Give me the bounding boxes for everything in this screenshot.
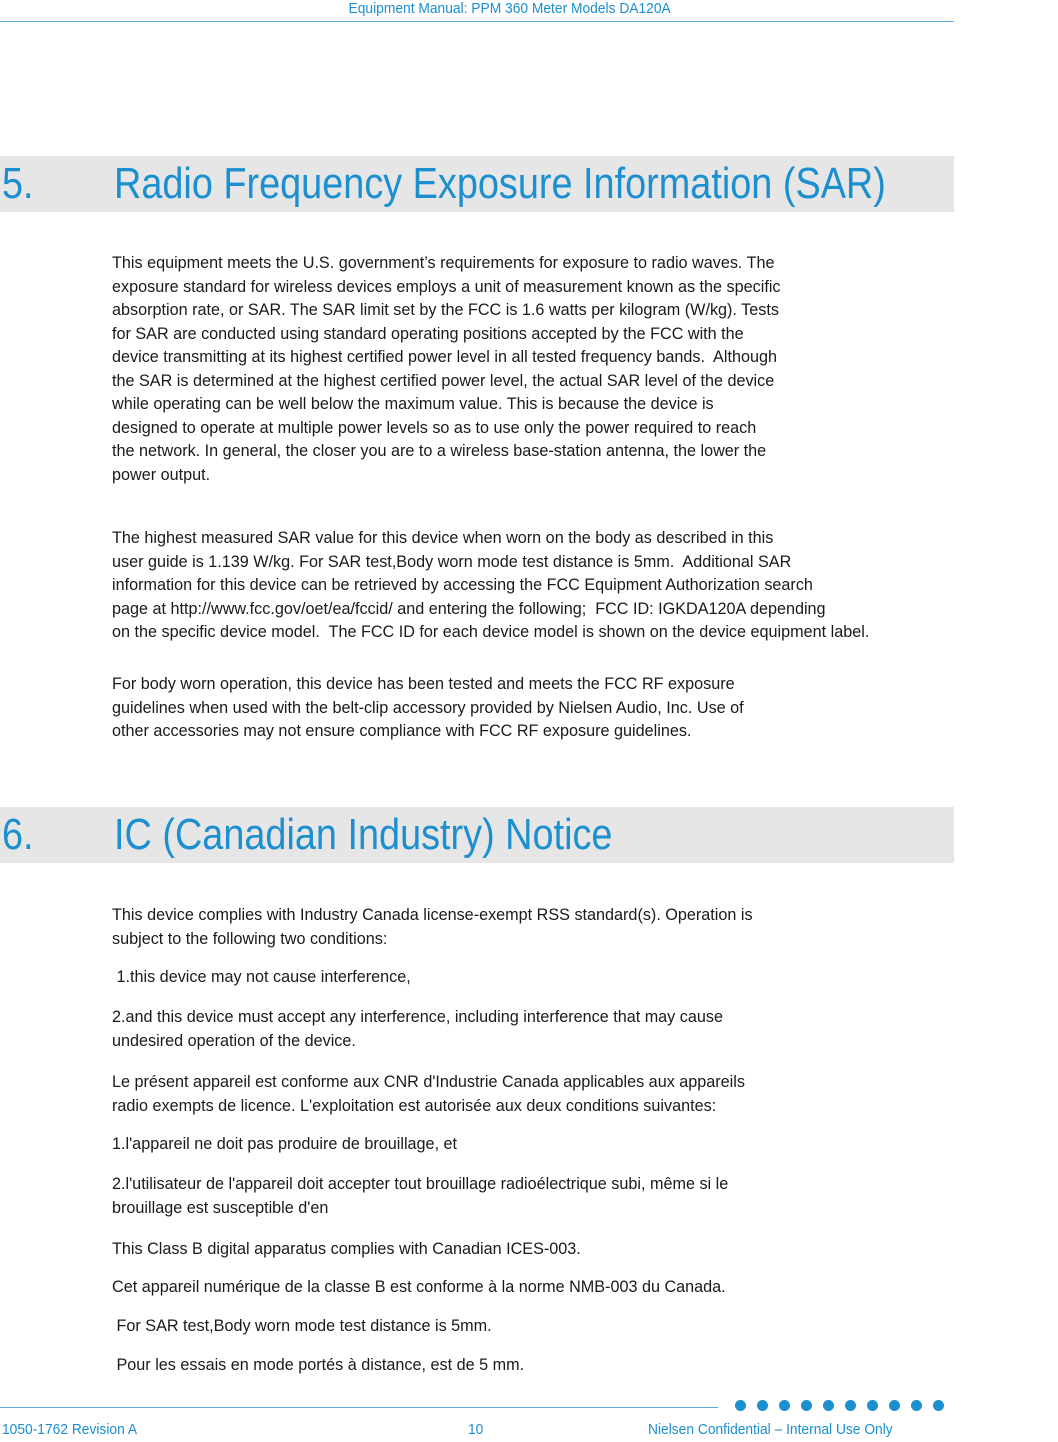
- paragraph: 2.and this device must accept any interference, including interference that may cause undesired operation of the device.: [112, 1008, 723, 1050]
- header-rule: [0, 21, 954, 22]
- header-title: Equipment Manual: PPM 360 Meter Models DA120A: [348, 0, 671, 17]
- paragraph: For body worn operation, this device has been tested and meets the FCC RF exposure guidelines when used with the belt-clip accessory provided by Nielsen Audio, Inc. Use of other accessories may not ensure compliance with FCC RF exposure guidelines.: [112, 675, 744, 740]
- footer-page-number: 10: [468, 1421, 484, 1438]
- paragraph: 1.this device may not cause interference,: [112, 968, 411, 986]
- paragraph: 1.l'appareil ne doit pas produire de brouillage, et: [112, 1135, 458, 1153]
- section-6-heading: [0, 807, 954, 863]
- paragraph: Pour les essais en mode portés à distance, est de 5 mm.: [112, 1356, 525, 1374]
- dot-ornament: [757, 1400, 768, 1411]
- dot-ornament: [889, 1400, 900, 1411]
- paragraph: This Class B digital apparatus complies with Canadian ICES-003.: [112, 1240, 581, 1258]
- dot-ornament: [867, 1400, 878, 1411]
- footer-confidentiality: Nielsen Confidential – Internal Use Only: [648, 1421, 893, 1438]
- dot-ornament: [823, 1400, 834, 1411]
- section-title: Radio Frequency Exposure Information (SAR): [114, 159, 886, 208]
- dot-ornament: [735, 1400, 746, 1411]
- paragraph: The highest measured SAR value for this device when worn on the body as described in this user guide is 1.139 W/kg. For SAR test,Body worn mode test distance is 5mm. Additional SAR information for this device can be retrieved by accessing the FCC Equipment Authorization search page at http://www.fcc.gov/oet/ea/fccid/ and entering the following; FCC ID: IGKDA120A depending on the specific device model. The FCC ID for each device model is shown on the device equipment label.: [112, 529, 870, 641]
- footer-doc-number: 1050-1762 Revision A: [2, 1421, 138, 1438]
- section-number: 6.: [2, 810, 34, 859]
- dot-ornament: [911, 1400, 922, 1411]
- section-number: 5.: [2, 159, 34, 208]
- section-title: IC (Canadian Industry) Notice: [114, 810, 613, 859]
- paragraph: This equipment meets the U.S. government’s requirements for exposure to radio waves. The exposure standard for wireless devices employs a unit of measurement known as the specific absorption rate, or SAR. The SAR limit set by the FCC is 1.6 watts per kilogram (W/kg). Tests for SAR are conducted using standard operating positions accepted by the FCC with the device transmitting at its highest certified power level in all tested frequency bands. Although the SAR is determined at the highest certified power level, the actual SAR level of the device while operating can be well below the maximum value. This is because the device is designed to operate at multiple power levels so as to use only the power required to reach the network. In general, the closer you are to a wireless base-station antenna, the lower the power output.: [112, 254, 781, 484]
- section-5-heading: [0, 156, 954, 212]
- paragraph: This device complies with Industry Canada license-exempt RSS standard(s). Operation is subject to the following two conditions:: [112, 906, 753, 948]
- paragraph: Le présent appareil est conforme aux CNR d'Industrie Canada applicables aux appareils radio exempts de licence. L'exploitation est autorisée aux deux conditions suivantes:: [112, 1073, 745, 1115]
- footer-rule: [0, 1407, 718, 1408]
- dot-ornament: [845, 1400, 856, 1411]
- dot-ornament: [779, 1400, 790, 1411]
- dot-ornament: [933, 1400, 944, 1411]
- paragraph: For SAR test,Body worn mode test distance is 5mm.: [112, 1317, 492, 1335]
- paragraph: Cet appareil numérique de la classe B est conforme à la norme NMB-003 du Canada.: [112, 1278, 726, 1296]
- dot-ornament: [801, 1400, 812, 1411]
- paragraph: 2.l'utilisateur de l'appareil doit accepter tout brouillage radioélectrique subi, même si le brouillage est susceptible d'en: [112, 1175, 729, 1217]
